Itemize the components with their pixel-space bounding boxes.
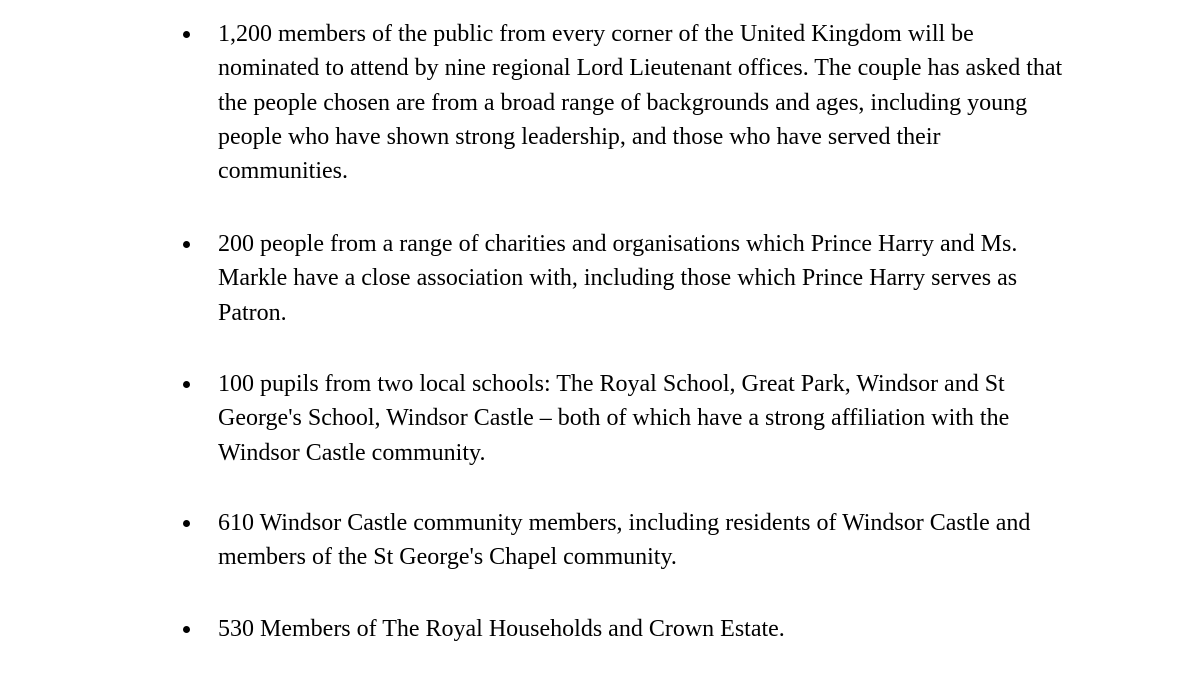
list-item-text: 100 pupils from two local schools: The Royal School, Great Park, Windsor and St George's School, Windsor Castle – both of which have a strong affiliation with the Windsor Castle community. <box>218 371 1010 466</box>
bullet-icon <box>180 506 192 527</box>
list-item-text: 200 people from a range of charities and organisations which Prince Harry and Ms. Markle have a close association with, including those which Prince Harry serves as Patron. <box>218 231 1018 326</box>
bullet-icon <box>180 612 192 633</box>
list-item-text: 1,200 members of the public from every corner of the United Kingdom will be nominated to attend by nine regional Lord Lieutenant offices. The couple has asked that the people chosen are from a broad range of backgrounds and ages, including young people who have shown strong leadership, and those who have served their communities. <box>218 21 1063 185</box>
list-item-text: 610 Windsor Castle community members, including residents of Windsor Castle and members of the St George's Chapel community. <box>218 510 1031 571</box>
bullet-icon <box>180 17 192 38</box>
list-item-text: 530 Members of The Royal Households and Crown Estate. <box>218 616 785 642</box>
bullet-icon <box>180 367 192 388</box>
bullet-icon <box>180 227 192 248</box>
